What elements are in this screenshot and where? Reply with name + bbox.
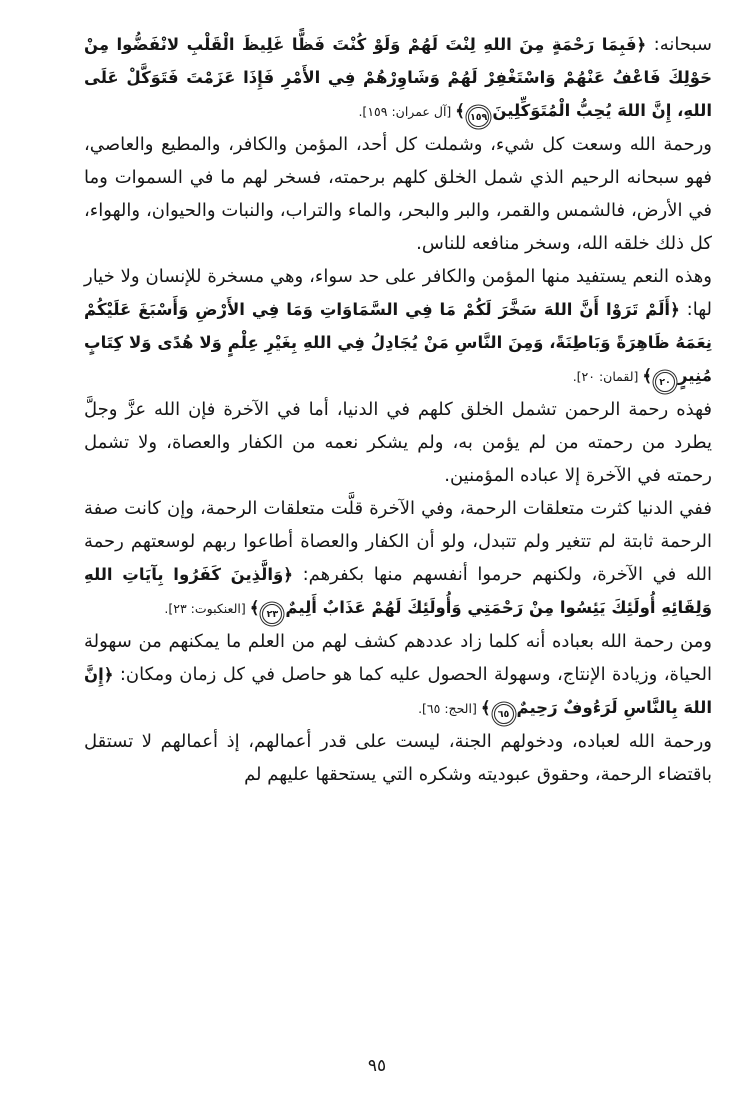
paragraph: [84, 128, 712, 260]
verse-citation: [لقمان: ٢٠].: [572, 369, 643, 384]
quran-verse: ﴿فَبِمَا رَحْمَةٍ مِنَ اللهِ لِنْتَ لَهُمْ وَلَوْ كُنْتَ فَظًّا غَلِيظَ الْقَلْبِ لانْفَضُّوا مِنْ حَوْلِكَ فَاعْفُ عَنْهُمْ وَاسْتَغْفِرْ لَهُمْ وَشَاوِرْهُمْ فِي الأَمْرِ فَإِذَا عَزَمْتَ فَتَوَكَّلْ عَلَى اللهِ، إِنَّ اللهَ يُحِبُّ الْمُتَوَكِّلِينَ: [84, 35, 712, 120]
quran-verse: ﴾: [249, 598, 260, 617]
quran-verse: ﴿إِنَّ اللهَ بِالنَّاسِ لَرَءُوفٌ رَحِيمٌ: [84, 665, 712, 717]
verse-citation: [الحج: ٦٥].: [418, 701, 481, 716]
quran-verse: ﴾: [642, 366, 653, 385]
body-text: فهذه رحمة الرحمن تشمل الخلق كلهم في الدنيا، أما في الآخرة فإن الله عزَّ وجلَّ يطرد من رحمته من لم يؤمن به، ولم يشكر نعمه من الكفار والعصاة، ولا تشمل رحمته في الآخرة إلا عباده المؤمنين.: [84, 399, 712, 486]
verse-citation: [آل عمران: ١٥٩].: [358, 104, 456, 119]
body-text: ففي الدنيا كثرت متعلقات الرحمة، وفي الآخرة قلَّت متعلقات الرحمة، وإن كانت صفة الرحمة ثابتة لم تتغير ولم تتبدل، ولو أن الكفار والعصاة أطاعوا ربهم لوسعتهم رحمة الله في الآخرة، ولكنهم حرموا أنفسهم منها بكفرهم:: [84, 498, 712, 585]
paragraph: [84, 725, 712, 791]
paragraph: [84, 492, 712, 625]
ayah-number-medallion: ٢٠: [655, 372, 675, 392]
quran-verse: ﴾: [480, 698, 491, 717]
body-text: سبحانه:: [646, 34, 712, 55]
body-text: ومن رحمة الله بعباده أنه كلما زاد عددهم كشف لهم من العلم ما يمكنهم من سهولة الحياة، وزيادة الإنتاج، وسهولة الحصول عليه كما هو حاصل في كل زمان ومكان:: [84, 631, 712, 685]
page-text: [84, 28, 712, 791]
quran-verse: ﴿وَالَّذِينَ كَفَرُوا بِآيَاتِ اللهِ وَلِقَائِهِ أُولَئِكَ يَئِسُوا مِنْ رَحْمَتِي وَأُولَئِكَ لَهُمْ عَذَابٌ أَلِيمٌ: [84, 565, 712, 617]
body-text: ورحمة الله لعباده، ودخولهم الجنة، ليست على قدر أعمالهم، إذ أعمالهم لا تستقل باقتضاء الرحمة، وحقوق عبوديته وشكره التي يستحقها عليهم لم: [84, 731, 712, 785]
paragraph: [84, 625, 712, 725]
quran-verse: ﴾: [455, 101, 465, 120]
paragraph: [84, 260, 712, 393]
body-text: وهذه النعم يستفيد منها المؤمن والكافر على حد سواء، وهي مسخرة للإنسان ولا خيار لها:: [84, 266, 712, 320]
paragraph: [84, 28, 712, 128]
paragraph: [84, 393, 712, 492]
quran-verse: ﴿أَلَمْ تَرَوْا أَنَّ اللهَ سَخَّرَ لَكُمْ مَا فِي السَّمَاوَاتِ وَمَا فِي الأَرْضِ وَأَسْبَغَ عَلَيْكُمْ نِعَمَهُ ظَاهِرَةً وَبَاطِنَةً، وَمِنَ النَّاسِ مَنْ يُجَادِلُ فِي اللهِ بِغَيْرِ عِلْمٍ وَلا هُدًى وَلا كِتَابٍ مُنِيرٍ: [84, 300, 712, 385]
verse-citation: [العنكبوت: ٢٣].: [164, 601, 250, 616]
page-number: ٩٥: [367, 1056, 387, 1076]
ayah-number-medallion: ١٥٩: [468, 107, 489, 127]
ayah-number-medallion: ٦٥: [494, 704, 514, 724]
ayah-number-medallion: ٢٣: [262, 604, 282, 624]
body-text: ورحمة الله وسعت كل شيء، وشملت كل أحد، المؤمن والكافر، والمطيع والعاصي، فهو سبحانه الرحيم الذي شمل الخلق كلهم برحمته، فسخر لهم ما في السموات وما في الأرض، فالشمس والقمر، والبر والبحر، والماء والتراب، والنبات والحيوان، والهواء، كل ذلك خلقه الله، وسخر منافعه للناس.: [84, 134, 712, 254]
